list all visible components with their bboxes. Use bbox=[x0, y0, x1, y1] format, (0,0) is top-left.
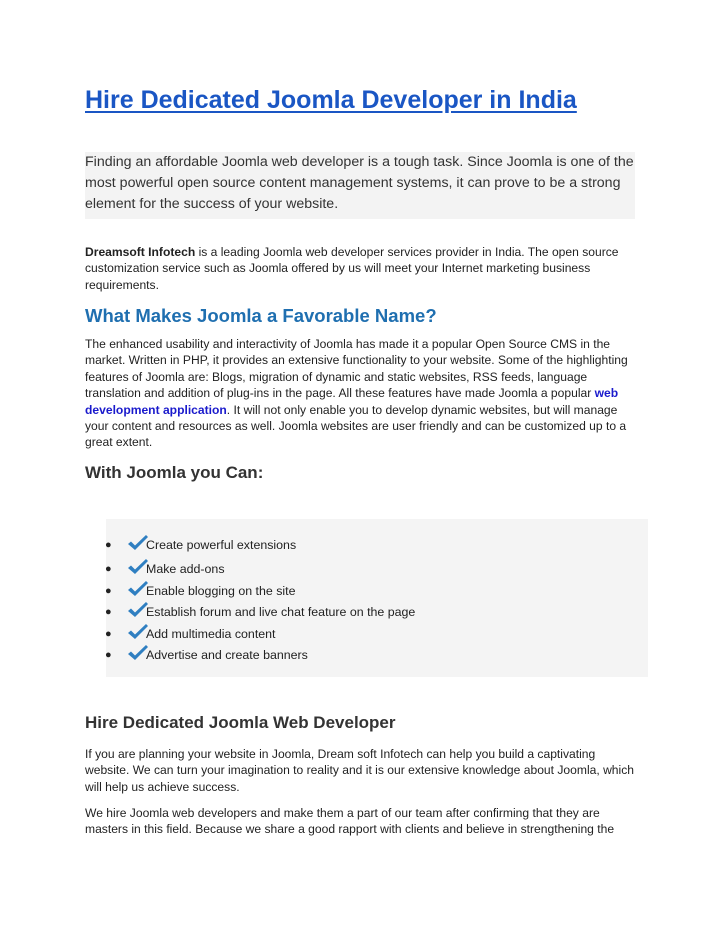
list-item bbox=[105, 583, 505, 601]
bullet-dot: ● bbox=[105, 628, 112, 640]
web-development-link[interactable]: web development application bbox=[85, 386, 619, 417]
feature-item-label: Create powerful extensions bbox=[146, 538, 297, 552]
bullet-dot: ● bbox=[105, 606, 112, 618]
section-heading-favorable: What Makes Joomla a Favorable Name? bbox=[85, 305, 437, 326]
bullet-dot: ● bbox=[105, 649, 112, 661]
section-heading-hire-developer: Hire Dedicated Joomla Web Developer bbox=[85, 713, 396, 732]
feature-item-label: Add multimedia content bbox=[146, 627, 276, 641]
list-item bbox=[105, 604, 505, 622]
company-paragraph bbox=[85, 244, 637, 293]
hire-paragraph-2: We hire Joomla web developers and make them a part of our team after confirming that they are masters in this field. Because we share a good rapport with clients and believe in strengthening the bbox=[85, 806, 615, 837]
favorable-text-end: . It will not only enable you to develop dynamic websites, but will manage your content and resources as well. Joomla websites are user friendly and can be customized up to a great extent. bbox=[85, 402, 627, 450]
list-item bbox=[105, 647, 505, 665]
favorable-paragraph bbox=[85, 336, 637, 451]
bullet-dot: ● bbox=[105, 563, 112, 575]
company-name: Dreamsoft Infotech bbox=[85, 245, 196, 259]
feature-item-label: Establish forum and live chat feature on the page bbox=[146, 605, 416, 619]
hire-paragraph-1: If you are planning your website in Joomla, Dream soft Infotech can help you build a captivating website. We can turn your imagination to reality and it is our extensive knowledge about Joomla, which will help us achieve success. bbox=[85, 747, 634, 794]
bullet-dot: ● bbox=[105, 585, 112, 597]
feature-item-label: Make add-ons bbox=[146, 562, 225, 576]
favorable-text-start: The enhanced usability and interactivity of Joomla has made it a popular Open Source CMS in the market. Written in PHP, it provides an extensive functionality to your website. Some of the highlighting features of Joomla are: Blogs, migration of dynamic and static websites, RSS feeds, language translation and addition of plug-ins in the page. All these features have made Joomla a popular bbox=[85, 337, 628, 401]
list-item bbox=[105, 626, 505, 644]
feature-item-label: Advertise and create banners bbox=[146, 648, 308, 662]
list-item bbox=[105, 537, 505, 555]
list-item bbox=[105, 561, 505, 579]
intro-paragraph: Finding an affordable Joomla web developer is a tough task. Since Joomla is one of the most powerful open source content management systems, it can prove to be a strong element for the success of your website. bbox=[85, 154, 634, 212]
bullet-dot: ● bbox=[105, 539, 112, 551]
feature-item-label: Enable blogging on the site bbox=[146, 584, 296, 598]
company-description: is a leading Joomla web developer services provider in India. The open source customization service such as Joomla offered by us will meet your Internet marketing business requirements. bbox=[85, 245, 619, 292]
section-heading-joomla-can: With Joomla you Can: bbox=[85, 463, 264, 482]
page-title[interactable]: Hire Dedicated Joomla Developer in India bbox=[85, 86, 577, 114]
